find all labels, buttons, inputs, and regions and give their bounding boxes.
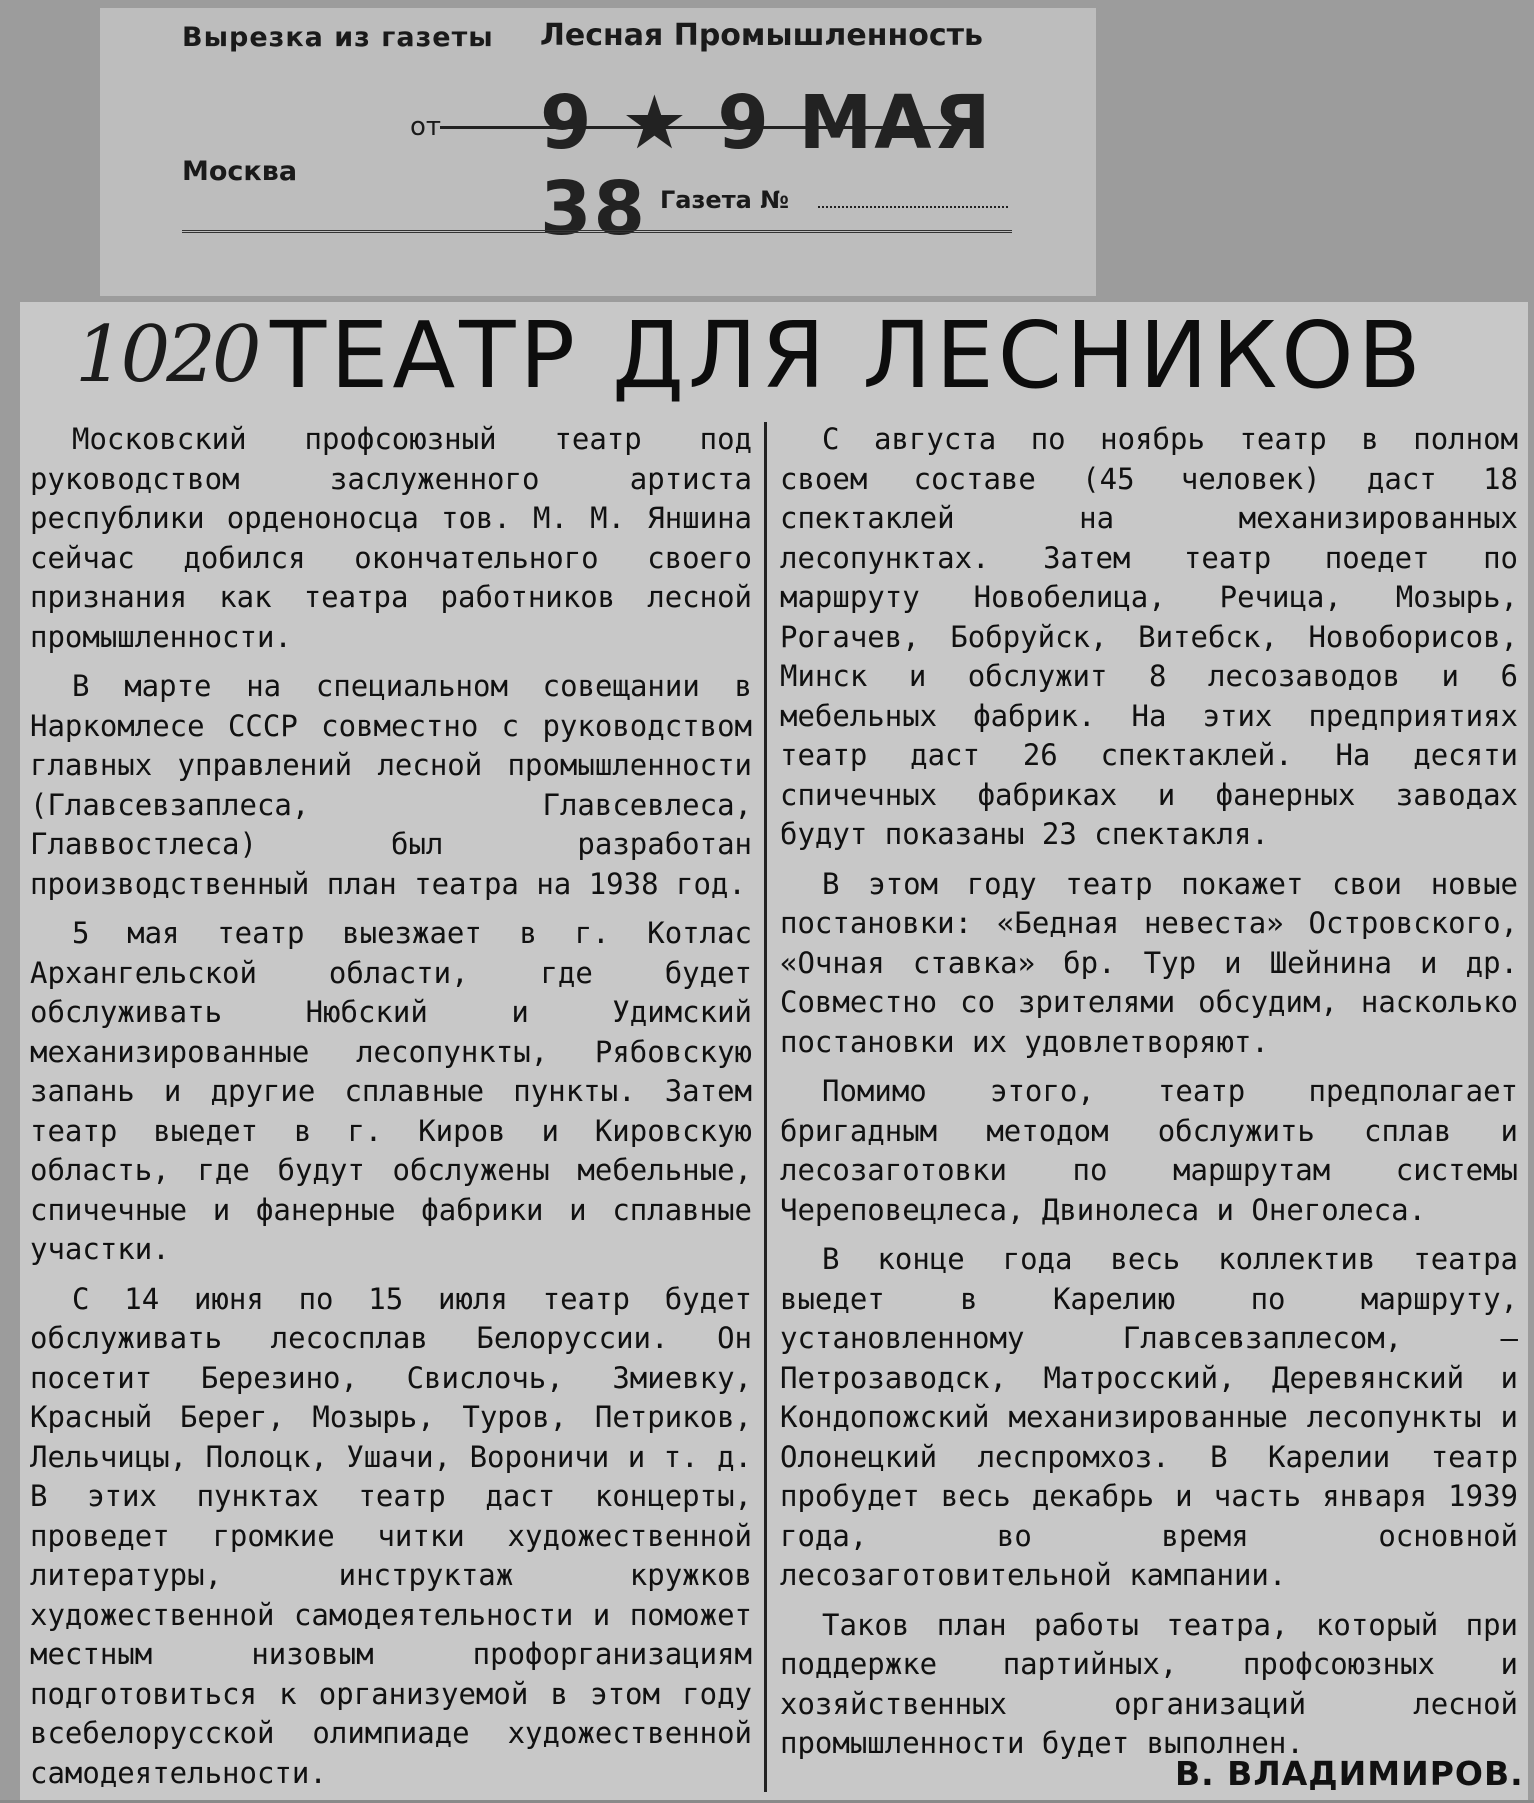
- article-paragraph: С августа по ноябрь театр в полном своем составе (45 человек) даст 18 спектаклей на механизированных лесопунктах. Затем театр поедет по маршруту Новобелица, Речица, Мозырь, Рогачев, Бобруйск, Витебск, Новоборисов, Минск и обслужит 8 лесозаводов и 6 мебельных фабрик. На этих предприятиях театр даст 26 спектаклей. На десяти спичечных фабриках и фанерных заводах будут показаны 23 спектакля.: [780, 422, 1518, 851]
- article-headline: ТЕАТР ДЛЯ ЛЕСНИКОВ: [270, 302, 1425, 409]
- article-paragraph: В конце года весь коллектив театра выедет в Карелию по маршруту, установленному Главсевзаплесом, — Петрозаводск, Матросский, Деревянский и Кондопожский механизированные лесопункты и Олонецкий леспромхоз. В Карелии театр пробудет весь декабрь и часть января 1939 года, во время основной лесозаготовительной кампании.: [780, 1242, 1518, 1592]
- article-paragraph: С 14 июня по 15 июля театр будет обслуживать лесосплав Белоруссии. Он посетит Березино, Свислочь, Змиевку, Красный Берег, Мозырь, Туров, Петриков, Лельчицы, Полоцк, Ушачи, Вороничи и т. д. В этих пунктах театр даст концерты, проведет громкие читки художественной литературы, инструктаж кружков художественной самодеятельности и поможет местным низовым профорганизациям подготовиться к организуемой в этом году всебелорусской олимпиаде художественной самодеятельности.: [30, 1281, 752, 1790]
- handwritten-note: 1020: [75, 310, 258, 400]
- author-signature: В. ВЛАДИМИРОВ.: [1175, 1754, 1524, 1793]
- date-from-label: от: [410, 112, 442, 142]
- clipping-label-title: Вырезка из газеты: [182, 22, 494, 53]
- date-stamp: 9 ★ 9 МАЯ 38: [540, 80, 993, 252]
- gazeta-number-label: Газета №: [660, 186, 790, 214]
- left-column: [30, 420, 752, 1803]
- article-paragraph: В этом году театр покажет свои новые постановки: «Бедная невеста» Островского, «Очная ставка» бр. Тур и Шейнина и др. Совместно со зрителями обсудим, насколько постановки их удовлетворяют.: [780, 866, 1518, 1059]
- label-rule: [182, 230, 1012, 233]
- article-paragraph: Московский профсоюзный театр под руководством заслуженного артиста республики орденоносца тов. М. М. Яншина сейчас добился окончательного своего признания как театра работников лесной промышленности.: [30, 422, 752, 654]
- newspaper-name: Лесная Промышленность: [540, 18, 983, 53]
- clipping-label: [100, 8, 1096, 296]
- article-paragraph: Таков план работы театра, который при поддержке партийных, профсоюзных и хозяйственных организаций лесной промышленности будет выполнен.: [780, 1607, 1518, 1760]
- article-paragraph: В марте на специальном совещании в Наркомлесе СССР совместно с руководством главных управлений лесной промышленности (Главсевзаплеса, Главсевлеса, Главвостлеса) был разработан производственный план театра на 1938 год.: [30, 669, 752, 901]
- column-divider: [764, 422, 767, 1792]
- article-paragraph: Помимо этого, театр предполагает бригадным методом обслужить сплав и лесозаготовки по маршрутам системы Череповецлеса, Двинолеса и Онеголеса.: [780, 1074, 1518, 1227]
- article-paragraph: 5 мая театр выезжает в г. Котлас Архангельской области, где будет обслуживать Нюбский и Удимский механизированные лесопункты, Рябовскую запань и другие сплавные пункты. Затем театр выедет в г. Киров и Кировскую область, где будут обслужены мебельные, спичечные и фанерные фабрики и сплавные участки.: [30, 916, 752, 1266]
- city-label: Москва: [182, 156, 298, 187]
- gazeta-number-blank: [818, 206, 1008, 208]
- right-column: [780, 420, 1518, 1774]
- article: [20, 302, 1528, 1800]
